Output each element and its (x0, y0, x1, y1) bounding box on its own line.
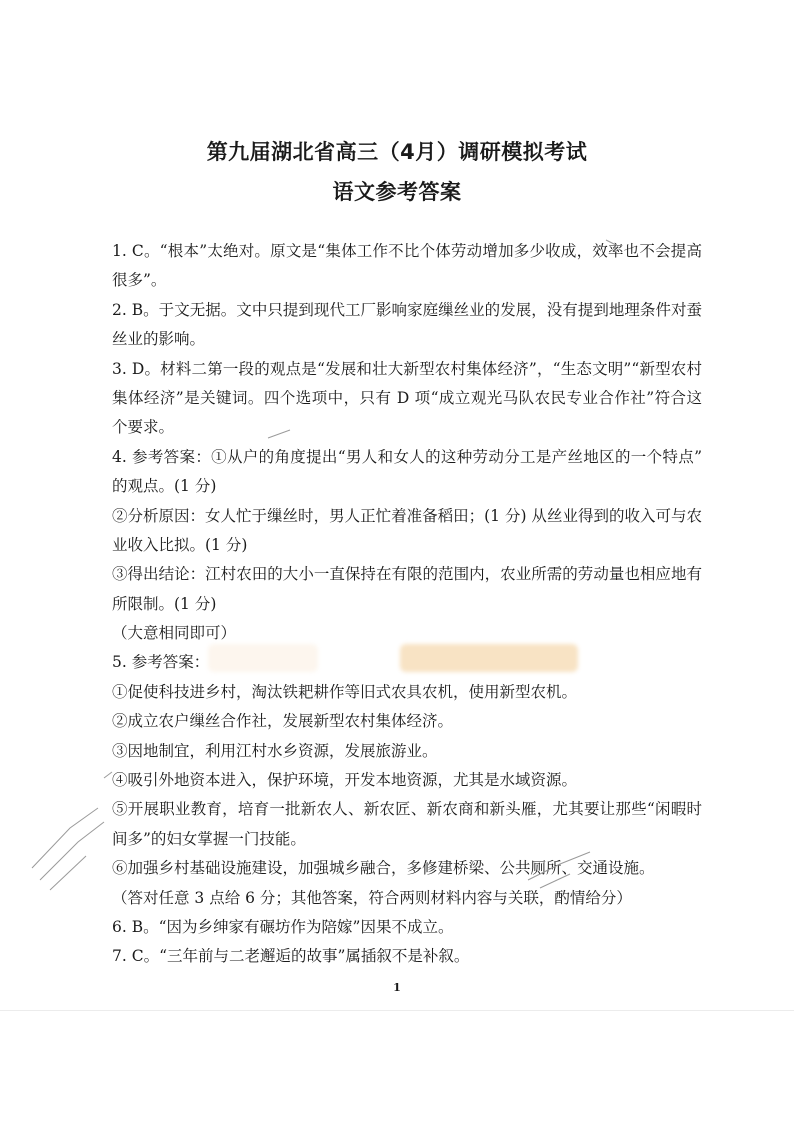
page-edge (0, 1010, 794, 1011)
answer-line: ④吸引外地资本进入，保护环境，开发本地资源，尤其是水域资源。 (112, 771, 578, 790)
answer-line: ③因地制宜，利用江村水乡资源，发展旅游业。 (112, 741, 438, 760)
answer-line: ①促使科技进乡村，淘汰铁耙耕作等旧式农具农机，使用新型农机。 (112, 682, 578, 701)
answer-line: （大意相同即可） (112, 624, 237, 643)
answer-line: ③得出结论：江村农田的大小一直保持在有限的范围内，农业所需的劳动量也相应地有 (112, 565, 702, 584)
answer-line: ②分析原因：女人忙于缫丝时，男人正忙着准备稻田；(1 分) 从丝业得到的收入可与农 (112, 506, 702, 525)
answer-line: 4. 参考答案：①从户的角度提出“男人和女人的这种劳动分工是产丝地区的一个特点” (112, 447, 702, 466)
answer-line: 个要求。 (112, 418, 175, 437)
answer-line: 间多”的妇女掌握一门技能。 (112, 829, 306, 848)
answer-line: 集体经济”是关键词。四个选项中，只有 D 项“成立观光马队农民专业合作社”符合这 (112, 388, 702, 407)
answer-line: 1. C。“根本”太绝对。原文是“集体工作不比个体劳动增加多少收成，效率也不会提高 (112, 242, 702, 260)
answer-line: 6. B。“因为乡绅家有碾坊作为陪嫁”因果不成立。 (112, 917, 454, 936)
page-number: 1 (393, 981, 401, 994)
answer-line: 的观点。(1 分) (112, 477, 217, 496)
answer-line: 2. B。于文无据。文中只提到现代工厂影响家庭缫丝业的发展，没有提到地理条件对蚕 (112, 300, 702, 319)
exam-subtitle: 语文参考答案 (332, 180, 462, 204)
answer-line: 丝业的影响。 (112, 330, 206, 349)
answer-line: 3. D。材料二第一段的观点是“发展和壮大新型农村集体经济”，“生态文明”“新型农村 (112, 359, 702, 378)
answer-line: 5. 参考答案： (112, 653, 210, 672)
answer-line: ⑤开展职业教育，培育一批新农人、新农匠、新农商和新头雁，尤其要让那些“闲暇时 (112, 800, 702, 819)
answer-line: ②成立农户缫丝合作社，发展新型农村集体经济。 (112, 712, 454, 731)
answer-line: 很多”。 (112, 271, 167, 290)
answer-line: ⑥加强乡村基础设施建设，加强城乡融合，多修建桥梁、公共厕所、交通设施。 (112, 859, 655, 878)
answer-line: 所限制。(1 分) (112, 594, 217, 613)
answer-line: 7. C。“三年前与二老邂逅的故事”属插叙不是补叙。 (112, 947, 470, 966)
exam-title: 第九届湖北省高三（4月）调研模拟考试 (206, 140, 588, 164)
answer-line: （答对任意 3 点给 6 分；其他答案，符合两则材料内容与关联，酌情给分） (112, 888, 632, 907)
answer-line: 业收入比拟。(1 分) (112, 535, 248, 554)
